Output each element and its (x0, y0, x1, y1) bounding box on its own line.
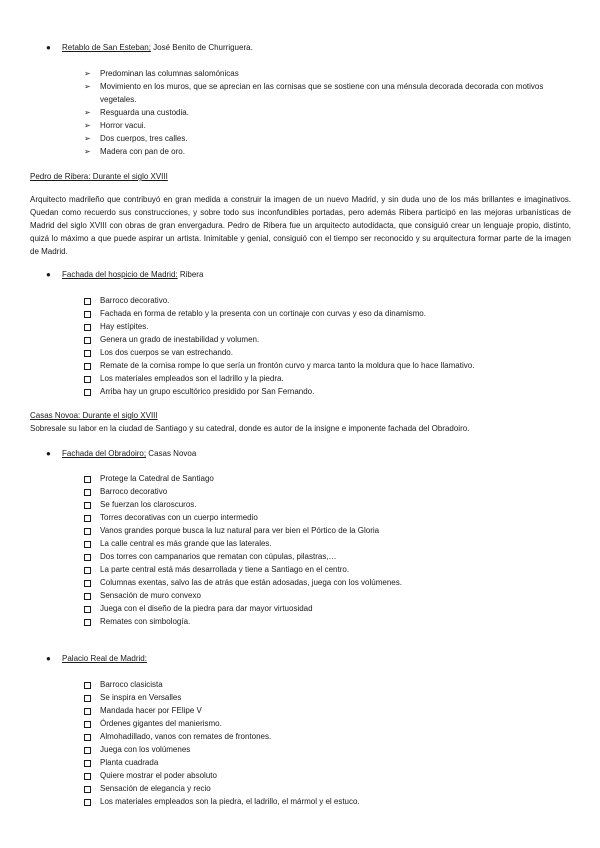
checkbox-bullet-icon (84, 580, 91, 587)
section-title: Retablo de San Esteban; (62, 43, 151, 52)
list-item: Se inspira en Versalles (84, 691, 574, 704)
section-author: José Benito de Churriguera. (150, 43, 253, 52)
casas-paragraph: Sobresale su labor en la ciudad de Santiago y su catedral, donde es autor de la insigne e imponente fachada del Obradoiro. (30, 424, 470, 433)
list-item: ➢ Movimiento en los muros, que se aprecian en las cornisas que se sostiene con una ménsula decorada decorada con motivos vegetales. (84, 82, 544, 104)
checkbox-bullet-icon (84, 734, 91, 741)
checkbox-bullet-icon (84, 554, 91, 561)
checkbox-bullet-icon (84, 489, 91, 496)
list-item: Juega con el diseño de la piedra para dar mayor virtuosidad (84, 602, 574, 615)
list-item: La calle central es más grande que las laterales. (84, 537, 574, 550)
list-item: Arriba hay un grupo escultórico presidido por San Fernando. (84, 385, 574, 398)
bullet-dot-icon: ● (46, 270, 51, 279)
bullet-dot-icon: ● (46, 449, 51, 458)
checkbox-bullet-icon (84, 541, 91, 548)
casas-heading: Casas Novoa: Durante el siglo XVIII (30, 411, 158, 420)
checkbox-bullet-icon (84, 593, 91, 600)
list-item: Vanos grandes porque busca la luz natural para ver bien el Pórtico de la Gloria (84, 524, 574, 537)
list-item: Columnas exentas, salvo las de atrás que están adosadas, juega con los volúmenes. (84, 576, 574, 589)
checkbox-bullet-icon (84, 721, 91, 728)
list-item: Genera un grado de inestabilidad y volumen. (84, 333, 574, 346)
palacio-list (84, 678, 574, 808)
list-item: Hay estípites. (84, 320, 574, 333)
checkbox-bullet-icon (84, 363, 91, 370)
bullet-dot-icon: ● (46, 43, 51, 52)
checkbox-bullet-icon (84, 515, 91, 522)
list-item: Fachada en forma de retablo y la presenta con un cortinaje con curvas y eso da dinamismo. (84, 307, 574, 320)
list-item: Dos torres con campanarios que rematan con cúpulas, pilastras,… (84, 550, 574, 563)
checkbox-bullet-icon (84, 619, 91, 626)
pedro-paragraph: Arquitecto madrileño que contribuyó en gran medida a construir la imagen de un nuevo Madrid, y sin duda uno de los más brillantes e imaginativos. Quedan como recuerdo sus construcciones, y sobre todo sus inconfundibles portadas, pero además Ribera participó en las mejoras urbanísticas de Madrid del siglo XVIII con obras de gran envergadura. Pedro de Ribera fue un arquitecto autodidacta, que consiguió crear un lenguaje propio, distinto, quizá lo máximo a que puede aspirar un artista. Inimitable y genial, consiguió con el tiempo ser reconocido y su arquitectura formar parte de la imagen de Madrid. (30, 195, 571, 256)
checkbox-bullet-icon (84, 389, 91, 396)
list-item: Planta cuadrada (84, 756, 574, 769)
checkbox-bullet-icon (84, 311, 91, 318)
checkbox-bullet-icon (84, 502, 91, 509)
list-item: Barroco clasicista (84, 678, 574, 691)
list-item: Sensación de muro convexo (84, 589, 574, 602)
list-item: Barroco decorativo. (84, 294, 574, 307)
section-title: Fachada del Obradoiro; (62, 449, 147, 458)
checkbox-bullet-icon (84, 695, 91, 702)
checkbox-bullet-icon (84, 786, 91, 793)
list-item: ➢ Resguarda una custodia. (84, 108, 189, 117)
list-item: Remate de la cornisa rompe lo que sería un frontón curvo y marca tanto la moldura que lo hace llamativo. (84, 359, 574, 372)
section-title: Palacio Real de Madrid: (62, 654, 147, 663)
hospicio-list (84, 294, 574, 398)
list-item: Los materiales empleados son la piedra, el ladrillo, el mármol y el estuco. (84, 795, 574, 808)
list-item: Órdenes gigantes del manierismo. (84, 717, 574, 730)
section-author: Ribera (177, 270, 204, 279)
checkbox-bullet-icon (84, 682, 91, 689)
arrow-bullet-icon: ➢ (84, 134, 91, 143)
list-item: Quiere mostrar el poder absoluto (84, 769, 574, 782)
list-item: Protege la Catedral de Santiago (84, 472, 574, 485)
list-item: Juega con los volúmenes (84, 743, 574, 756)
section-title: Fachada del hospicio de Madrid: (62, 270, 178, 279)
list-item: ➢ Horror vacui. (84, 121, 146, 130)
pedro-heading: Pedro de Ribera: Durante el siglo XVIII (30, 172, 168, 181)
section-author: Casas Novoa (146, 449, 197, 458)
checkbox-bullet-icon (84, 324, 91, 331)
list-item: ➢ Madera con pan de oro. (84, 147, 185, 156)
list-item: Remates con simbología. (84, 615, 574, 628)
arrow-bullet-icon: ➢ (84, 69, 91, 78)
obradoiro-list (84, 472, 574, 628)
list-item: Torres decorativas con un cuerpo intermedio (84, 511, 574, 524)
list-item: Sensación de elegancia y recio (84, 782, 574, 795)
checkbox-bullet-icon (84, 528, 91, 535)
list-item: Los materiales empleados son el ladrillo y la piedra. (84, 372, 574, 385)
checkbox-bullet-icon (84, 337, 91, 344)
checkbox-bullet-icon (84, 376, 91, 383)
checkbox-bullet-icon (84, 606, 91, 613)
retablo-list (84, 67, 574, 158)
list-item: Mandada hacer por FElipe V (84, 704, 574, 717)
checkbox-bullet-icon (84, 799, 91, 806)
bullet-dot-icon: ● (46, 654, 51, 663)
list-item: Almohadillado, vanos con remates de frontones. (84, 730, 574, 743)
arrow-bullet-icon: ➢ (84, 108, 91, 117)
arrow-bullet-icon: ➢ (84, 82, 91, 91)
checkbox-bullet-icon (84, 747, 91, 754)
checkbox-bullet-icon (84, 298, 91, 305)
checkbox-bullet-icon (84, 760, 91, 767)
list-item: Los dos cuerpos se van estrechando. (84, 346, 574, 359)
checkbox-bullet-icon (84, 350, 91, 357)
list-item: ➢ Dos cuerpos, tres calles. (84, 134, 188, 143)
checkbox-bullet-icon (84, 773, 91, 780)
list-item: La parte central está más desarrollada y tiene a Santiago en el centro. (84, 563, 574, 576)
arrow-bullet-icon: ➢ (84, 147, 91, 156)
arrow-bullet-icon: ➢ (84, 121, 91, 130)
checkbox-bullet-icon (84, 476, 91, 483)
checkbox-bullet-icon (84, 708, 91, 715)
checkbox-bullet-icon (84, 567, 91, 574)
list-item: Se fuerzan los claroscuros. (84, 498, 574, 511)
list-item: ➢ Predominan las columnas salomónicas (84, 69, 239, 78)
list-item: Barroco decorativo (84, 485, 574, 498)
